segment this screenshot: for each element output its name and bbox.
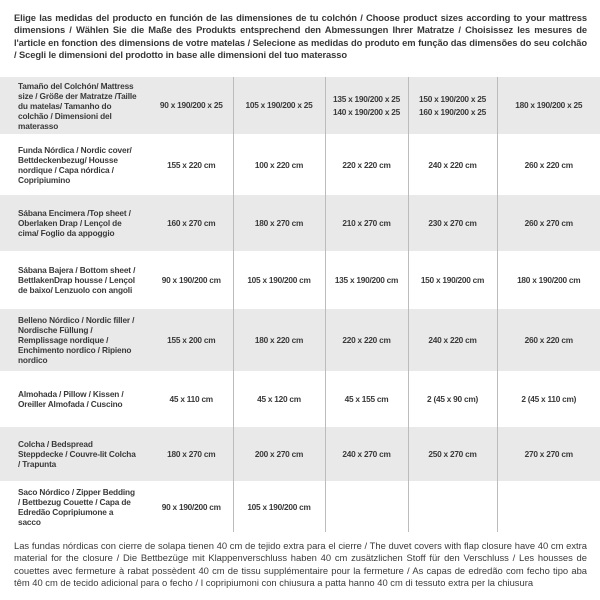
size-value-cell: 240 x 220 cm xyxy=(408,134,497,195)
size-value-cell-empty xyxy=(325,481,408,532)
size-value-cell: 210 x 270 cm xyxy=(325,195,408,251)
size-value-cell: 220 x 220 cm xyxy=(325,309,408,371)
size-value-cell: 150 x 190/200 cm xyxy=(408,251,497,309)
size-value-cell: 45 x 110 cm xyxy=(169,394,213,405)
product-label-cell: Sábana Encimera /Top sheet / Oberlaken Drap / Lençol de cima/ Foglio da appoggio xyxy=(18,208,131,239)
table-row-nordic-filler xyxy=(0,309,600,371)
size-value-cell: 100 x 220 cm xyxy=(233,134,325,195)
table-row-top-sheet xyxy=(0,195,600,251)
size-value-cell: 90 x 190/200 cm xyxy=(161,501,221,512)
size-value-cell: 230 x 270 cm xyxy=(408,195,497,251)
size-value-cell: 260 x 220 cm xyxy=(497,309,600,371)
footnote-text: Las fundas nórdicas con cierre de solapa tienen 40 cm de tejido extra para el cierre / The duvet covers with flap closure have 40 cm extra material for the closure / Die Bettbezüge mit Klappenverschluss haben 40 cm zusätzlichen Stoff für den Verschluss / Les housses de couettes avec fermeture à rabat possèdent 40 cm de tissu supplémentaire pour la fermeture / As capas de edredão com fecho tipo aba têm 40 cm de tecido adicional para o fecho / I copripiumoni con chiusura a patta hanno 40 cm di tessuto extra per la chiusura xyxy=(14,540,587,589)
table-header-row xyxy=(0,77,600,134)
table-row-duvet-cover xyxy=(0,134,600,195)
intro-text: Elige las medidas del producto en función de las dimensiones de tu colchón / Choose product sizes according to your mattress dimensions / Wählen Sie die Maße des Produkts entsprechend den Abmessungen Ihrer Matratze / Choisissez les mesures de l'article en fonction des dimensions de votre matelas / Selecione as medidas do produto em função das dimensões do seu colchão / Scegli le dimensioni del prodotto in base alle dimensioni del tuo materasso xyxy=(14,12,587,60)
size-value-cell: 45 x 120 cm xyxy=(233,371,325,427)
size-column-header-text: 150 x 190/200 x 25 xyxy=(418,93,486,104)
product-label-cell: Funda Nórdica / Nordic cover/ Bettdeckenbezug/ Housse nordique / Capa nórdica / Copripiumino xyxy=(18,144,132,185)
size-value-cell: 105 x 190/200 cm xyxy=(233,251,325,309)
size-value-cell: 45 x 155 cm xyxy=(325,371,408,427)
size-value-cell: 160 x 270 cm xyxy=(167,218,216,229)
size-value-cell: 180 x 220 cm xyxy=(233,309,325,371)
size-value-cell: 180 x 190/200 cm xyxy=(497,251,600,309)
mattress-size-label-cell: Tamaño del Colchón/ Mattress size / Größe der Matratze /Taille du matelas/ Tamanho do colchão / Dimensioni del materasso xyxy=(18,80,137,131)
product-label-cell: Belleno Nórdico / Nordic filler / Nordische Füllung / Remplissage nordique / Enchimento nordico / Ripieno nordico xyxy=(18,315,135,366)
size-value-cell: 180 x 270 cm xyxy=(167,449,216,460)
product-label-cell: Colcha / Bedspread Steppdecke / Couvre-lit Colcha / Trapunta xyxy=(18,439,136,470)
product-label-cell: Sábana Bajera / Bottom sheet / BettlakenDrap housse / Lençol de baixo/ Lenzuolo con angoli xyxy=(18,265,136,296)
size-value-cell: 2 (45 x 110 cm) xyxy=(497,371,600,427)
size-value-cell-empty xyxy=(408,481,497,532)
size-column-header xyxy=(150,77,233,134)
size-column-header-text: 180 x 190/200 x 25 xyxy=(515,100,583,111)
size-table xyxy=(0,77,600,532)
size-column-header xyxy=(325,77,408,134)
size-value-cell: 240 x 270 cm xyxy=(325,427,408,481)
table-row-pillow xyxy=(0,371,600,427)
table-row-bottom-sheet xyxy=(0,251,600,309)
size-column-header-text: 90 x 190/200 x 25 xyxy=(159,100,223,111)
size-value-cell: 260 x 220 cm xyxy=(497,134,600,195)
size-value-cell: 105 x 190/200 cm xyxy=(233,481,325,532)
size-column-header xyxy=(408,77,497,134)
size-value-cell: 240 x 220 cm xyxy=(408,309,497,371)
size-value-cell: 155 x 200 cm xyxy=(167,335,216,346)
size-value-cell: 260 x 270 cm xyxy=(497,195,600,251)
size-column-header xyxy=(497,77,600,134)
product-label-cell: Almohada / Pillow / Kissen / Oreiller Almofada / Cuscino xyxy=(18,389,124,410)
size-column-header-text: 140 x 190/200 x 25 xyxy=(332,106,400,117)
size-value-cell: 90 x 190/200 cm xyxy=(161,275,221,286)
size-column-header-text: 105 x 190/200 x 25 xyxy=(245,100,313,111)
size-value-cell: 220 x 220 cm xyxy=(325,134,408,195)
size-value-cell-empty xyxy=(497,481,600,532)
size-value-cell: 2 (45 x 90 cm) xyxy=(408,371,497,427)
size-value-cell: 155 x 220 cm xyxy=(167,159,216,170)
product-label-cell: Saco Nórdico / Zipper Bedding / Bettbezug Couette / Capa de Edredão Copripiumone a sacco xyxy=(18,486,135,527)
table-row-zipper-bedding xyxy=(0,481,600,532)
table-row-bedspread xyxy=(0,427,600,481)
size-value-cell: 180 x 270 cm xyxy=(233,195,325,251)
size-value-cell: 250 x 270 cm xyxy=(408,427,497,481)
size-column-header xyxy=(233,77,325,134)
size-value-cell: 270 x 270 cm xyxy=(497,427,600,481)
size-value-cell: 135 x 190/200 cm xyxy=(325,251,408,309)
size-column-header-text: 160 x 190/200 x 25 xyxy=(418,106,486,117)
size-column-header-text: 135 x 190/200 x 25 xyxy=(332,93,400,104)
size-value-cell: 200 x 270 cm xyxy=(233,427,325,481)
